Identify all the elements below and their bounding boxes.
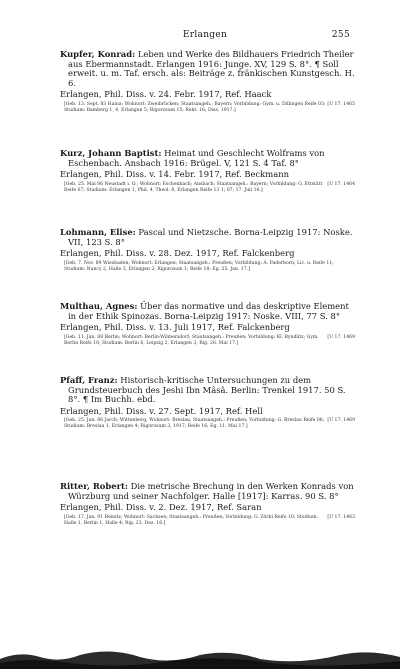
entry-dissertation: Erlangen, Phil. Diss. v. 28. Dez. 1917, Ref. Falckenberg xyxy=(60,248,295,259)
entry-dissertation: Erlangen, Phil. Diss. v. 2. Dez. 1917, Ref. Saran xyxy=(60,502,262,513)
entry-title-block xyxy=(60,376,355,405)
entry-note xyxy=(60,261,355,273)
entry-author: Ritter, Robert: xyxy=(60,481,128,491)
entry-call-number: [U 17. 1469 xyxy=(327,334,355,340)
entry-dissertation: Erlangen, Phil. Diss. v. 13. Juli 1917, Ref. Falckenberg xyxy=(60,322,290,333)
entry-title-block xyxy=(60,50,355,88)
entry-call-number: [U 17. 1469 xyxy=(327,418,355,424)
entry-author: Kupfer, Konrad: xyxy=(60,49,136,59)
entry-title-block xyxy=(60,149,355,168)
page-number: 255 xyxy=(331,30,350,40)
entry-call-number: [U 17. 1463 xyxy=(327,514,355,520)
entry-note-text: [Geb. 7. Nov. 89 Wiesbaden; Wohnort: Erlangen; Staatsangeh.: Preußen; Vorbildung: A. Paderborn; Lic. u. Reife 11; Studium: Nancy 2, Halle 3, Erlangen 2; Rigorosum 1; Reife 18; Eg. 25. Jan. 17.] xyxy=(64,260,334,272)
entry-title: Die metrische Brechung in den Werken Konrads von Würzburg und seiner Nachfolger. Halle [1917]: Karras. 90 S. 8° xyxy=(68,481,354,501)
entry-note xyxy=(60,182,355,194)
bibliography-entry xyxy=(60,376,355,430)
entry-note xyxy=(60,335,355,347)
entry-title: Heimat und Geschlecht Wolframs von Eschenbach. Ansbach 1916: Brügel. V, 121 S. 4 Taf. 8° xyxy=(68,148,325,168)
entry-note-text: [Geb. 25. Jan. 86 Jarch; Wittenberg; Wohnort: Breslau; Staatsangeh.: Preußen; Vorbildung: G. Breslau Reife 06; Studium: Breslau 1, Erlangen 4; Rigorosum 3, 1917; Reife 16; Eg. 11. Mai 17.] xyxy=(64,418,325,430)
bibliography-entry xyxy=(60,149,355,194)
bibliography-entry xyxy=(60,482,355,527)
entry-note-text: [Geb. 11. Jan. 88 Berlin; Wohnort: Berlin-Wilmersdorf; Staatsangeh.: Preußen; Vorbildung: Kl. Ryndlitz; Gym. Berlin Reife 10; Studium: Berlin 6, Leipzig 2, Erlangen 3; Rig. 26. Mai 17.] xyxy=(64,334,319,346)
entry-dissertation: Erlangen, Phil. Diss. v. 14. Febr. 1917, Ref. Beckmann xyxy=(60,169,289,180)
entry-call-number: [U 17. 1465 xyxy=(327,101,355,107)
entry-title: Pascal und Nietzsche. Borna-Leipzig 1917: Noske. VII, 123 S. 8° xyxy=(68,227,353,247)
bibliography-entry xyxy=(60,228,355,273)
entry-note-text: [Geb. 17. Jan. 91 Beinitz; Wohnort: Sachsen; Staatsangeh.: Preußen; Vorbildung: G. Zörbi Reife 10; Studium: Halle 1, Berlin 1, Halle 4; Rig. 23. Dez. 16.] xyxy=(64,514,318,526)
entry-note-text: [Geb. 25. Mai 86 Neustadt i. O.; Wohnort: Eschenbach; Ansbach; Staatsangeh.: Bayern; Vorbildung: G. Ettstätt Reife 07; Studium: Erlangen 1, Phil. 4, Theol. 8, Erlangen Reife 13 1; 07; 17. Juli 16.] xyxy=(64,181,323,193)
entry-title: Historisch-kritische Untersuchungen zu dem Grundsteuerbuch des Jeshi Ibn Mâsâ. Berlin: Trenkel 1917. 50 S. 8°. ¶ Im Buchh. ebd. xyxy=(68,375,346,405)
entry-author: Pfaff, Franz: xyxy=(60,375,118,385)
entry-call-number: [U 17. 1464 xyxy=(327,181,355,187)
entry-note xyxy=(60,418,355,430)
entry-title-block xyxy=(60,302,355,321)
entry-title-block xyxy=(60,228,355,247)
entry-note xyxy=(60,515,355,527)
scan-smudge xyxy=(0,643,400,669)
entry-dissertation: Erlangen, Phil. Diss. v. 27. Sept. 1917, Ref. Hell xyxy=(60,405,263,416)
entry-author: Kurz, Johann Baptist: xyxy=(60,148,162,158)
entry-title-block xyxy=(60,482,355,501)
entry-author: Multhau, Agnes: xyxy=(60,301,138,311)
entry-note-text: [Geb. 13. Sept. 83 Haina; Wohnort: Zweibrücken; Staatsangeh.: Bayern; Vorbildung: Gym. u. Dillingen Reife 03; Studium: Bamberg 1, 4, Erlangen 5; Rigorosum 15; Rekt. 16; Diss. 1917.] xyxy=(64,101,326,113)
entry-title: Leben und Werke des Bildhauers Friedrich Theiler aus Ebermannstadt. Erlangen 1916: Junge. XV, 129 S. 8°. ¶ Soll erweit. u. m. Taf. ersch. als: Beiträge z. fränkischen Kunstgesch. H. 6. xyxy=(68,49,355,88)
bibliography-entry xyxy=(60,302,355,347)
entry-author: Lohmann, Elise: xyxy=(60,227,136,237)
running-head-title: Erlangen xyxy=(182,30,228,40)
entry-note xyxy=(60,102,355,114)
entry-dissertation: Erlangen, Phil. Diss. v. 24. Febr. 1917, Ref. Haack xyxy=(60,89,272,100)
bibliography-entry xyxy=(60,50,355,114)
entry-title: Über das normative und das deskriptive Element in der Ethik Spinozas. Borna-Leipzig 1917: Noske. VIII, 77 S. 8° xyxy=(68,301,349,321)
running-head xyxy=(60,30,350,42)
